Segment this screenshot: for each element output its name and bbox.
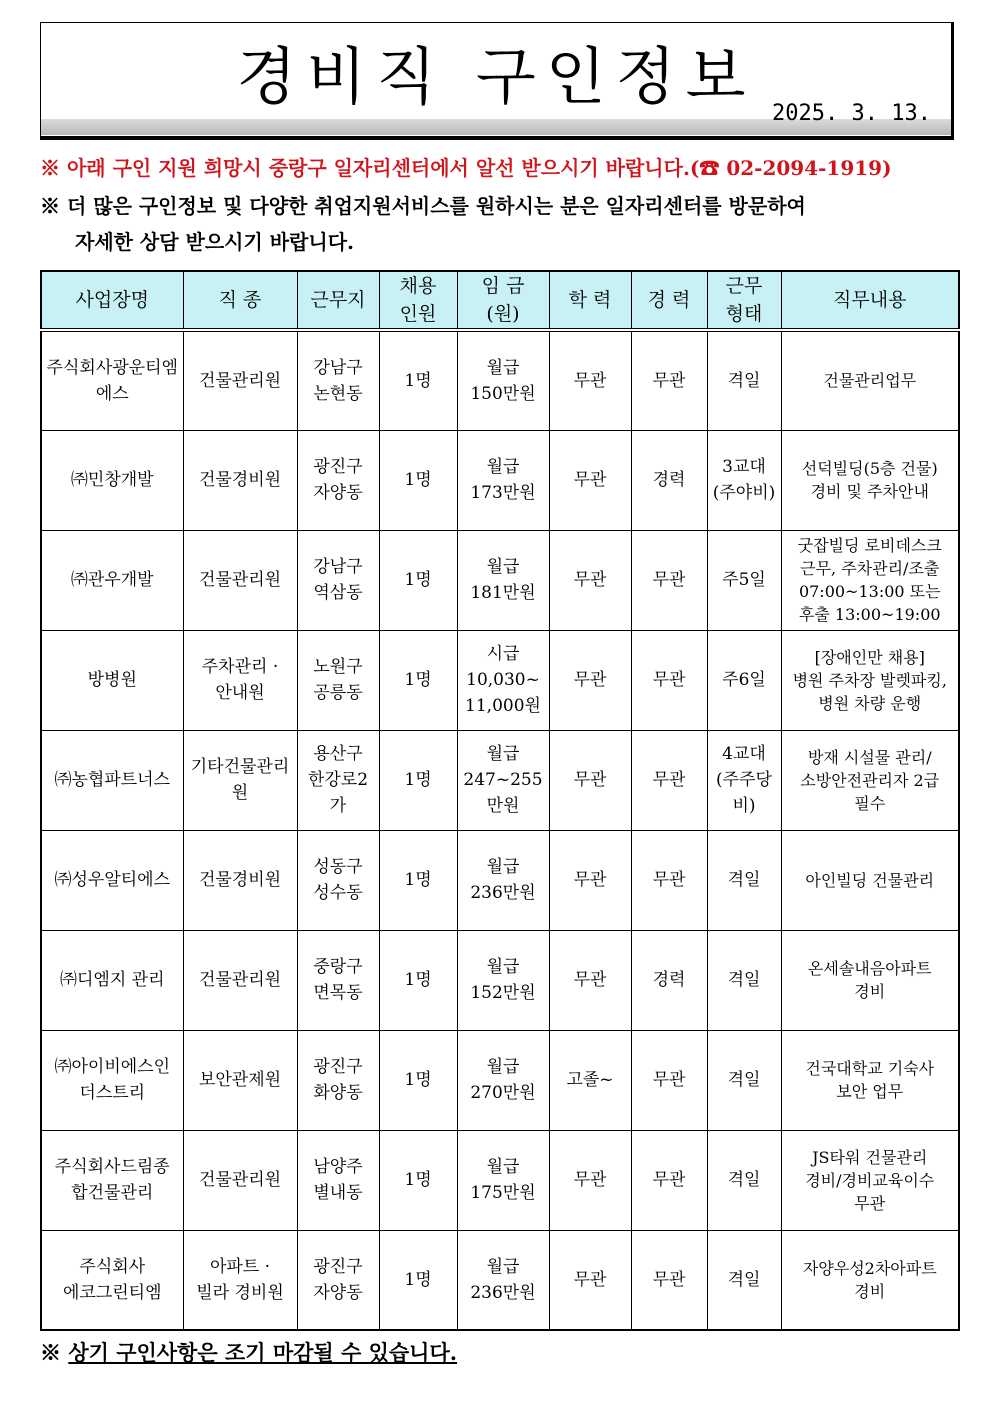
company-cell: ㈜성우알티에스 [41, 830, 183, 930]
table-row [41, 1130, 959, 1230]
location-cell: 광진구 자양동 [297, 1230, 379, 1330]
shift-cell: 격일 [707, 1030, 781, 1130]
posting-date: 2025. 3. 13. [772, 101, 931, 126]
wage-cell: 월급 247~255 만원 [457, 730, 549, 830]
table-row [41, 730, 959, 830]
table-row [41, 330, 959, 430]
wage-cell: 월급 175만원 [457, 1130, 549, 1230]
table-header-row [41, 271, 959, 330]
wage-header: 임 금 (원) [457, 271, 549, 330]
company-cell: 주식회사드림종 합건물관리 [41, 1130, 183, 1230]
count-cell: 1명 [379, 330, 457, 430]
company-cell: ㈜아이비에스인 더스트리 [41, 1030, 183, 1130]
experience-cell: 무관 [631, 1030, 707, 1130]
education-cell: 무관 [549, 930, 631, 1030]
table-row [41, 430, 959, 530]
shift-cell: 주5일 [707, 530, 781, 630]
job-cell: 건물관리원 [183, 330, 297, 430]
duty-cell: [장애인만 채용] 병원 주차장 발렛파킹, 병원 차량 운행 [781, 630, 959, 730]
shift-cell: 3교대 (주야비) [707, 430, 781, 530]
footer-text: 상기 구인사항은 조기 마감될 수 있습니다. [68, 1340, 458, 1365]
table-row [41, 1230, 959, 1330]
job-table [40, 270, 960, 1331]
job-cell: 건물관리원 [183, 930, 297, 1030]
shift-cell: 격일 [707, 1230, 781, 1330]
footer-mark: ※ [40, 1340, 69, 1365]
duty-cell: 자양우성2차아파트 경비 [781, 1230, 959, 1330]
experience-header: 경 력 [631, 271, 707, 330]
job-cell: 건물관리원 [183, 530, 297, 630]
job-cell: 보안관제원 [183, 1030, 297, 1130]
count-cell: 1명 [379, 1130, 457, 1230]
education-cell: 무관 [549, 1130, 631, 1230]
table-row [41, 930, 959, 1030]
job-cell: 건물경비원 [183, 830, 297, 930]
wage-cell: 월급 181만원 [457, 530, 549, 630]
education-cell: 무관 [549, 530, 631, 630]
company-header: 사업장명 [41, 271, 183, 330]
info-notice-line2: 자세한 상담 받으시기 바랍니다. [75, 230, 355, 254]
wage-cell: 월급 236만원 [457, 1230, 549, 1330]
shift-cell: 격일 [707, 1130, 781, 1230]
shift-header: 근무 형태 [707, 271, 781, 330]
education-cell: 무관 [549, 330, 631, 430]
duty-cell: 건물관리업무 [781, 330, 959, 430]
location-cell: 강남구 역삼동 [297, 530, 379, 630]
company-cell: 주식회사 에코그린티엠 [41, 1230, 183, 1330]
shift-cell: 격일 [707, 330, 781, 430]
wage-cell: 시급 10,030~ 11,000원 [457, 630, 549, 730]
count-header: 채용 인원 [379, 271, 457, 330]
duty-cell: 온세솔내음아파트 경비 [781, 930, 959, 1030]
duty-cell: 선덕빌딩(5층 건물) 경비 및 주차안내 [781, 430, 959, 530]
experience-cell: 무관 [631, 730, 707, 830]
table-row [41, 830, 959, 930]
location-cell: 중랑구 면목동 [297, 930, 379, 1030]
duty-header: 직무내용 [781, 271, 959, 330]
table-body [41, 330, 959, 1330]
company-cell: ㈜농협파트너스 [41, 730, 183, 830]
wage-cell: 월급 270만원 [457, 1030, 549, 1130]
count-cell: 1명 [379, 530, 457, 630]
duty-cell: 건국대학교 기숙사 보안 업무 [781, 1030, 959, 1130]
job-cell: 건물관리원 [183, 1130, 297, 1230]
duty-cell: 굿잡빌딩 로비데스크 근무, 주차관리/조출 07:00~13:00 또는 후출 13:00~19:00 [781, 530, 959, 630]
company-cell: ㈜민창개발 [41, 430, 183, 530]
location-header: 근무지 [297, 271, 379, 330]
company-cell: ㈜디엠지 관리 [41, 930, 183, 1030]
footer-note [40, 1337, 457, 1367]
shift-cell: 격일 [707, 930, 781, 1030]
count-cell: 1명 [379, 1230, 457, 1330]
count-cell: 1명 [379, 630, 457, 730]
education-cell: 무관 [549, 730, 631, 830]
info-notice-line1: ※ 더 많은 구인정보 및 다양한 취업지원서비스를 원하시는 분은 일자리센터를 방문하여 [40, 194, 806, 218]
count-cell: 1명 [379, 1030, 457, 1130]
education-header: 학 력 [549, 271, 631, 330]
wage-cell: 월급 236만원 [457, 830, 549, 930]
shift-cell: 주6일 [707, 630, 781, 730]
page-title: 경비직 구인정보 [236, 40, 756, 113]
company-cell: ㈜관우개발 [41, 530, 183, 630]
education-cell: 무관 [549, 630, 631, 730]
location-cell: 용산구 한강로2 가 [297, 730, 379, 830]
location-cell: 노원구 공릉동 [297, 630, 379, 730]
count-cell: 1명 [379, 830, 457, 930]
title-box [40, 22, 954, 140]
company-cell: 주식회사광운티엠 에스 [41, 330, 183, 430]
job-cell: 아파트 · 빌라 경비원 [183, 1230, 297, 1330]
job-cell: 주차관리 · 안내원 [183, 630, 297, 730]
count-cell: 1명 [379, 730, 457, 830]
wage-cell: 월급 152만원 [457, 930, 549, 1030]
location-cell: 강남구 논현동 [297, 330, 379, 430]
education-cell: 고졸~ [549, 1030, 631, 1130]
wage-cell: 월급 150만원 [457, 330, 549, 430]
experience-cell: 무관 [631, 330, 707, 430]
duty-cell: 아인빌딩 건물관리 [781, 830, 959, 930]
education-cell: 무관 [549, 830, 631, 930]
experience-cell: 무관 [631, 830, 707, 930]
location-cell: 광진구 자양동 [297, 430, 379, 530]
company-cell: 방병원 [41, 630, 183, 730]
experience-cell: 무관 [631, 1130, 707, 1230]
wage-cell: 월급 173만원 [457, 430, 549, 530]
table-row [41, 530, 959, 630]
experience-cell: 무관 [631, 1230, 707, 1330]
contact-notice: ※ 아래 구인 지원 희망시 중랑구 일자리센터에서 알선 받으시기 바랍니다.(☎ 02-2094-1919) [40, 156, 892, 180]
experience-cell: 무관 [631, 630, 707, 730]
shift-cell: 격일 [707, 830, 781, 930]
experience-cell: 경력 [631, 430, 707, 530]
count-cell: 1명 [379, 430, 457, 530]
duty-cell: JS타워 건물관리 경비/경비교육이수 무관 [781, 1130, 959, 1230]
duty-cell: 방재 시설물 관리/ 소방안전관리자 2급 필수 [781, 730, 959, 830]
job-header: 직 종 [183, 271, 297, 330]
location-cell: 남양주 별내동 [297, 1130, 379, 1230]
table-row [41, 630, 959, 730]
job-cell: 기타건물관리 원 [183, 730, 297, 830]
education-cell: 무관 [549, 1230, 631, 1330]
experience-cell: 경력 [631, 930, 707, 1030]
count-cell: 1명 [379, 930, 457, 1030]
education-cell: 무관 [549, 430, 631, 530]
shift-cell: 4교대 (주주당 비) [707, 730, 781, 830]
job-cell: 건물경비원 [183, 430, 297, 530]
location-cell: 성동구 성수동 [297, 830, 379, 930]
table-row [41, 1030, 959, 1130]
experience-cell: 무관 [631, 530, 707, 630]
location-cell: 광진구 화양동 [297, 1030, 379, 1130]
